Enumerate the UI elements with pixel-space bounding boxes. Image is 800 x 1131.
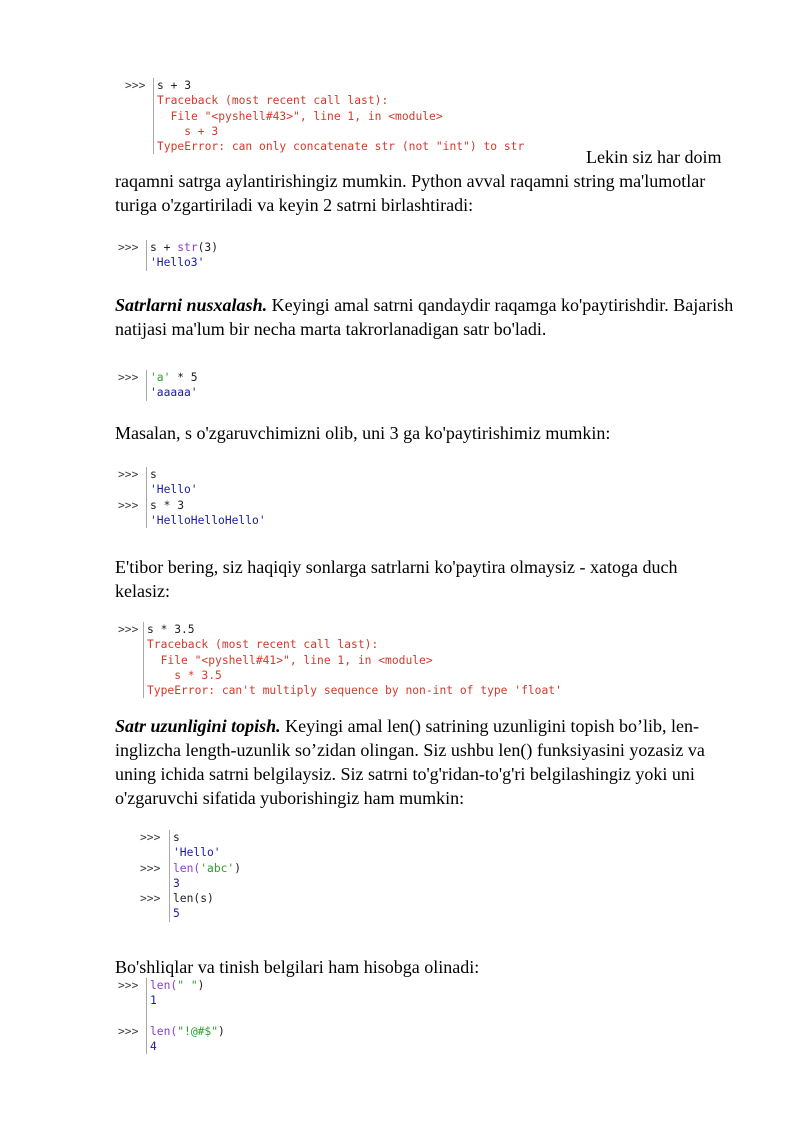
shell-snippet-multiply-variable xyxy=(118,467,418,528)
shell-prompt: >>> xyxy=(118,1024,139,1038)
shell-snippet-len-examples xyxy=(140,830,440,922)
paragraph-convert-number: raqamni satrga aylantirishingiz mumkin. Python avval raqamni string ma'lumotlar turiga o'zgartiriladi va keyin 2 satrni birlashtiradi: xyxy=(115,171,706,215)
traceback-line: File "<pyshell#41>", line 1, in <module> xyxy=(147,653,433,667)
builtin-function-name: len( xyxy=(173,861,201,875)
traceback-line: TypeError: can't multiply sequence by non-int of type 'float' xyxy=(147,684,562,698)
shell-input: s xyxy=(173,831,180,844)
shell-input: len(s) xyxy=(173,892,214,906)
paragraph-text: Keyingi amal len() satrining uzunligini topish bo’lib, len- inglizcha length-uzunlik so’zidan olingan. Siz ushbu len() funksiyasini yozasiz va uning ichida satrni belgilaysiz. Siz satrni to'g'ridan-to'g'ri belgilashingiz yoki uni o'zgaruvchi sifatida yuborishingiz ham mumkin: xyxy=(115,716,705,808)
code-text: s + xyxy=(150,241,178,254)
shell-snippet-len-punctuation xyxy=(118,978,418,1054)
string-literal: " " xyxy=(177,979,198,992)
shell-prompt: >>> xyxy=(118,623,139,636)
shell-snippet-concat-error xyxy=(125,78,585,154)
shell-output: 'aaaaa' xyxy=(150,386,198,400)
code-text: ) xyxy=(218,1024,225,1038)
shell-prompt: >>> xyxy=(140,861,161,875)
shell-prompt: >>> xyxy=(118,979,139,992)
builtin-function-name: len( xyxy=(150,979,178,992)
shell-output: 4 xyxy=(150,1040,157,1054)
code-text: (3) xyxy=(197,241,219,254)
section-heading-repetition: Satrlarni nusxalash. xyxy=(115,295,268,315)
shell-prompt: >>> xyxy=(118,241,139,254)
traceback-line: Traceback (most recent call last): xyxy=(157,94,389,108)
shell-input: s * 3 xyxy=(150,498,185,512)
traceback-line: TypeError: can only concatenate str (not "int") to str xyxy=(157,140,525,154)
shell-prompt: >>> xyxy=(125,79,146,92)
builtin-function-name: str xyxy=(177,241,198,254)
shell-output: 5 xyxy=(173,907,180,921)
code-text: ) xyxy=(197,979,205,992)
shell-input: s + 3 xyxy=(157,79,192,92)
shell-snippet-str-conversion xyxy=(118,240,418,271)
shell-prompt: >>> xyxy=(118,498,139,512)
paragraph-float-warning: E'tibor bering, siz haqiqiy sonlarga satrlarni ko'paytira olmaysiz - xatoga duch kelasiz: xyxy=(115,557,678,601)
shell-prompt: >>> xyxy=(140,831,161,844)
shell-input: s xyxy=(150,468,157,481)
shell-output: 'HelloHelloHello' xyxy=(150,513,266,527)
shell-output: 'Hello' xyxy=(173,846,221,860)
paragraph-lekin-start: Lekin siz har doim xyxy=(586,147,722,167)
paragraph-text: Keyingi amal satrni qandaydir raqamga ko'paytirishdir. Bajarish natijasi ma'lum bir necha marta takrorlanadigan satr bo'ladi. xyxy=(115,295,734,339)
paragraph-multiply-example: Masalan, s o'zgaruvchimizni olib, uni 3 ga ko'paytirishimiz mumkin: xyxy=(115,423,611,443)
shell-input xyxy=(150,978,204,993)
paragraph-string-length xyxy=(115,714,735,810)
shell-snippet-repeat-char xyxy=(118,370,418,401)
shell-input xyxy=(150,1024,225,1039)
code-text: ) xyxy=(234,861,242,875)
traceback-line: s + 3 xyxy=(157,124,219,138)
shell-prompt: >>> xyxy=(140,892,161,906)
shell-output: 3 xyxy=(173,876,180,890)
shell-prompt: >>> xyxy=(118,371,139,384)
shell-snippet-float-error xyxy=(118,622,638,698)
section-heading-length: Satr uzunligini topish. xyxy=(115,716,281,736)
shell-output: 'Hello3' xyxy=(150,256,205,270)
shell-input: s * 3.5 xyxy=(147,623,195,636)
traceback-line: File "<pyshell#43>", line 1, in <module> xyxy=(157,109,443,123)
traceback-line: s * 3.5 xyxy=(147,668,222,682)
string-literal: "!@#$" xyxy=(177,1024,219,1038)
paragraph-string-repetition xyxy=(115,293,735,341)
shell-output: 1 xyxy=(150,994,157,1008)
string-literal: 'a' xyxy=(150,371,171,384)
shell-input xyxy=(173,861,241,876)
paragraph-spaces-counted: Bo'shliqlar va tinish belgilari ham hisobga olinadi: xyxy=(115,957,480,977)
string-literal: 'abc' xyxy=(200,861,235,875)
shell-input xyxy=(150,240,218,255)
builtin-function-name: len( xyxy=(150,1024,178,1038)
shell-input xyxy=(150,370,198,385)
code-text: * 5 xyxy=(170,371,198,384)
traceback-line: Traceback (most recent call last): xyxy=(147,638,379,652)
shell-prompt: >>> xyxy=(118,468,139,481)
shell-output: 'Hello' xyxy=(150,483,198,497)
